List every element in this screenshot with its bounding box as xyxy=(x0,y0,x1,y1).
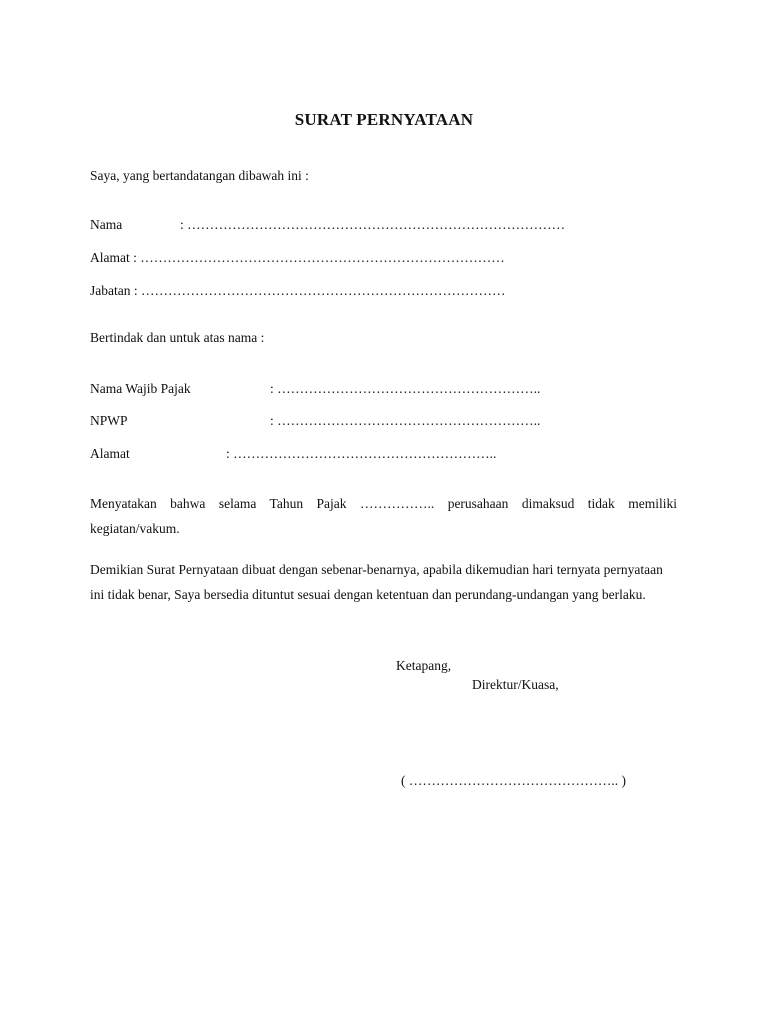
signer-name-label: Nama xyxy=(90,217,123,232)
on-behalf-text: Bertindak dan untuk atas nama : xyxy=(90,330,265,345)
signature-line: ( ……………………………………….. ) xyxy=(401,773,626,788)
taxpayer-name-label: Nama Wajib Pajak xyxy=(90,381,191,396)
taxpayer-address-label: Alamat xyxy=(90,446,130,461)
signer-name-field: : ………………………………………………………………………… xyxy=(180,217,566,232)
signer-address-field: Alamat : ……………………………………………………………………… xyxy=(90,250,505,265)
taxpayer-address-field: : ………………………………………………….. xyxy=(226,446,497,461)
statement-line-2: kegiatan/vakum. xyxy=(90,521,180,536)
signer-position-field: Jabatan : ……………………………………………………………………… xyxy=(90,283,506,298)
closing-line-1: Demikian Surat Pernyataan dibuat dengan sebenar-benarnya, apabila dikemudian hari ternyata pernyataan xyxy=(90,562,663,577)
signer-title: Direktur/Kuasa, xyxy=(472,677,559,692)
npwp-field: : ………………………………………………….. xyxy=(270,413,541,428)
npwp-label: NPWP xyxy=(90,413,128,428)
closing-line-2: ini tidak benar, Saya bersedia dituntut sesuai dengan ketentuan dan perundang-undangan yang berlaku. xyxy=(90,587,646,602)
document-title: SURAT PERNYATAAN xyxy=(294,110,474,129)
place-text: Ketapang, xyxy=(396,658,452,673)
intro-text: Saya, yang bertandatangan dibawah ini : xyxy=(90,168,309,183)
taxpayer-name-field: : ………………………………………………….. xyxy=(270,381,541,396)
statement-line-1: Menyatakan bahwa selama Tahun Pajak …………….. perusahaan dimaksud tidak memiliki xyxy=(90,496,677,511)
